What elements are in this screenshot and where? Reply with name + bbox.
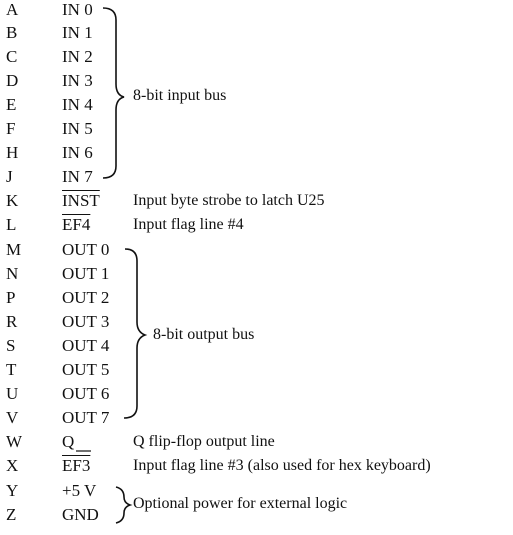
power-label: Optional power for external logic [133, 495, 348, 512]
pin-label: H [6, 143, 19, 162]
signal-name: EF3 [62, 456, 91, 475]
signal-name: IN 4 [62, 95, 93, 114]
signal-name: INST [62, 191, 100, 210]
signal-name: Q [62, 432, 75, 451]
pin-label: K [6, 191, 19, 210]
pin-label: N [6, 264, 19, 283]
signal-name: OUT 4 [62, 336, 110, 355]
pin-label: W [6, 432, 23, 451]
pin-label: R [6, 312, 18, 331]
signal-name: IN 1 [62, 23, 93, 42]
signal-name: IN 7 [62, 167, 93, 186]
input-bus-label: 8-bit input bus [133, 87, 227, 104]
pin-label: J [6, 167, 13, 186]
signal-name: GND [62, 505, 99, 524]
signal-name: IN 0 [62, 0, 93, 19]
pin-label: D [6, 71, 19, 90]
pin-label: F [6, 119, 16, 138]
signal-name: OUT 7 [62, 408, 110, 427]
pin-label: C [6, 47, 18, 66]
signal-name: +5 V [62, 481, 97, 500]
pin-label: B [6, 23, 18, 42]
signal-name: OUT 2 [62, 288, 110, 307]
signal-description: Input flag line #4 [133, 216, 244, 233]
signal-name: IN 3 [62, 71, 93, 90]
signal-name: OUT 5 [62, 360, 110, 379]
signal-description: Q flip-flop output line [133, 433, 275, 450]
signal-name: OUT 1 [62, 264, 110, 283]
pin-label: L [6, 215, 17, 234]
signal-name: OUT 0 [62, 240, 110, 259]
pin-label: S [6, 336, 16, 355]
pin-label: E [6, 95, 17, 114]
pin-label: P [6, 288, 16, 307]
signal-name: OUT 6 [62, 384, 110, 403]
signal-name: IN 5 [62, 119, 93, 138]
pin-label: V [6, 408, 19, 427]
signal-name: IN 6 [62, 143, 93, 162]
signal-name: IN 2 [62, 47, 93, 66]
pin-label: T [6, 360, 17, 379]
pin-label: U [6, 384, 19, 403]
signal-description: Input byte strobe to latch U25 [133, 192, 325, 209]
signal-name: OUT 3 [62, 312, 110, 331]
pin-label: Z [6, 505, 17, 524]
output-bus-label: 8-bit output bus [153, 326, 255, 343]
signal-name: EF4 [62, 215, 91, 234]
pin-label: A [6, 0, 19, 19]
pin-label: M [6, 240, 22, 259]
pin-label: Y [6, 481, 19, 500]
pin-label: X [6, 456, 19, 475]
signal-description: Input flag line #3 (also used for hex keyboard) [133, 457, 431, 474]
